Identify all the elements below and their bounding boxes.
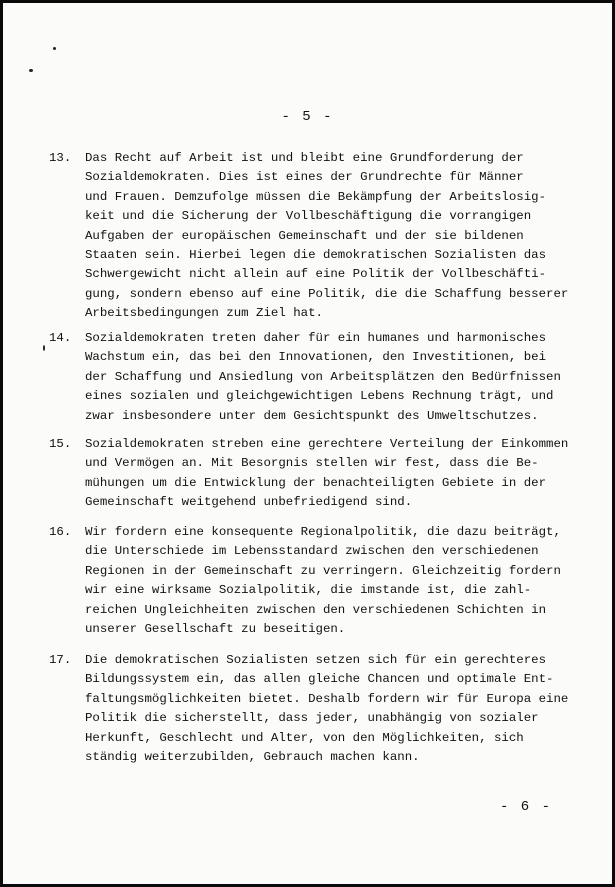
text-line: die Unterschiede im Lebensstandard zwischen den verschiedenen xyxy=(85,544,539,559)
text-line: zwar insbesondere unter dem Gesichtspunkt des Umweltschutzes. xyxy=(85,408,539,423)
paragraph-number: 14. xyxy=(49,331,72,345)
scan-speck xyxy=(29,69,33,72)
text-line: Die demokratischen Sozialisten setzen sich für ein gerechteres xyxy=(85,653,547,667)
text-line: unserer Gesellschaft zu beseitigen. xyxy=(85,622,346,637)
text-line: mühungen um die Entwicklung der benachteiligten Gebiete in der xyxy=(85,475,547,490)
text-line: Sozialdemokraten. Dies ist eines der Grundrechte für Männer xyxy=(85,170,524,185)
text-line: Schwergewicht nicht allein auf eine Politik der Vollbeschäfti- xyxy=(85,267,547,282)
text-line: wir eine wirksame Sozialpolitik, die imstande ist, die zahl- xyxy=(85,583,532,598)
text-line: Wir fordern eine konsequente Regionalpolitik, die dazu beiträgt, xyxy=(85,525,561,539)
text-line: Sozialdemokraten treten daher für ein humanes und harmonisches xyxy=(85,331,547,345)
paragraph-number: 16. xyxy=(49,525,72,539)
paragraph-number: 13. xyxy=(49,151,72,165)
text-line: Das Recht auf Arbeit ist und bleibt eine Grundforderung der xyxy=(85,151,524,165)
text-line: und Frauen. Demzufolge müssen die Bekämpfung der Arbeitslosig- xyxy=(85,189,547,204)
text-line: Bildungssystem ein, das allen gleiche Chancen und optimale Ent- xyxy=(85,672,554,687)
text-line: ständig weiterzubilden, Gebrauch machen kann. xyxy=(85,750,420,765)
scan-speck xyxy=(53,47,56,50)
text-line: Aufgaben der europäischen Gemeinschaft und der sie bildenen xyxy=(85,228,524,243)
text-line: Herkunft, Geschlecht und Alter, von den Möglichkeiten, sich xyxy=(85,730,524,745)
text-line: Regionen in der Gemeinschaft zu verringern. Gleichzeitig fordern xyxy=(85,563,561,578)
text-line: gung, sondern ebenso auf eine Politik, die die Schaffung besserer xyxy=(85,286,569,301)
paragraph-number: 17. xyxy=(49,653,72,667)
text-line: keit und die Sicherung der Vollbeschäftigung die vorrangigen xyxy=(85,209,532,224)
text-line: Arbeitsbedingungen zum Ziel hat. xyxy=(85,306,323,321)
text-line: Wachstum ein, das bei den Innovationen, den Investitionen, bei xyxy=(85,350,547,365)
text-line: Gemeinschaft weitgehend unbefriedigend sind. xyxy=(85,495,413,510)
text-line: Sozialdemokraten streben eine gerechtere Verteilung der Einkommen xyxy=(85,437,569,451)
paragraph-number: 15. xyxy=(49,437,72,451)
text-line: eines sozialen und gleichgewichtigen Lebens Rechnung trägt, und xyxy=(85,389,554,404)
next-page-marker: - 6 - xyxy=(499,799,552,815)
paragraph-17 xyxy=(49,651,569,767)
text-line: der Schaffung und Ansiedlung von Arbeitsplätzen den Bedürfnissen xyxy=(85,369,561,384)
text-line: Politik die sicherstellt, dass jeder, unabhängig von sozialer xyxy=(85,711,539,726)
paragraph-16 xyxy=(49,523,569,639)
paragraph-13 xyxy=(49,149,569,324)
text-line: faltungsmöglichkeiten bietet. Deshalb fordern wir für Europa eine xyxy=(85,691,569,706)
scan-speck xyxy=(43,345,45,351)
text-line: reichen Ungleichheiten zwischen den verschiedenen Schichten in xyxy=(85,602,547,617)
page-number: - 5 - xyxy=(281,109,334,125)
paragraph-15 xyxy=(49,435,569,513)
paragraph-14 xyxy=(49,329,569,426)
text-line: und Vermögen an. Mit Besorgnis stellen wir fest, dass die Be- xyxy=(85,456,539,471)
text-line: Staaten sein. Hierbei legen die demokratischen Sozialisten das xyxy=(85,248,547,263)
